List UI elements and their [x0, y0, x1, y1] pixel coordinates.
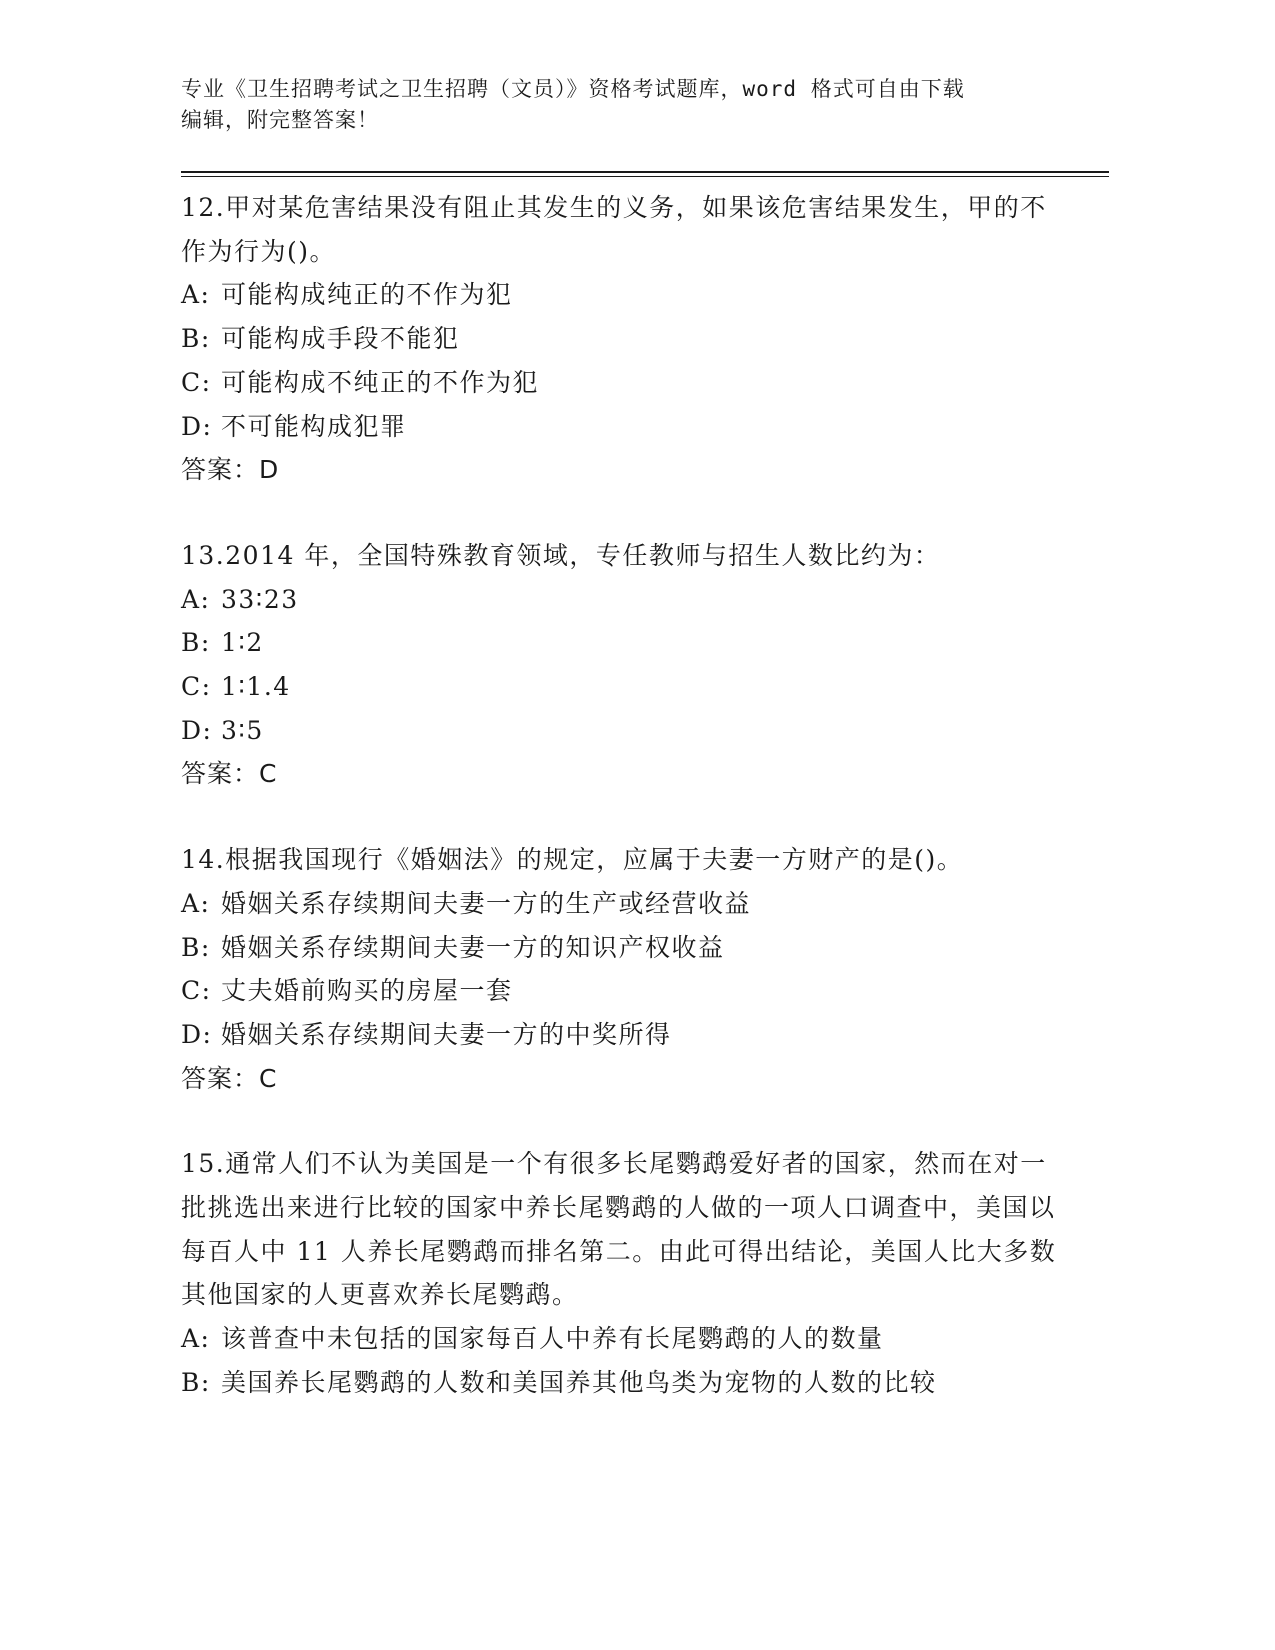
option-text: 33∶23 — [221, 584, 299, 614]
question-stem: 13.2014 年，全国特殊教育领域，专任教师与招生人数比约为： — [181, 540, 941, 570]
question-14 — [181, 838, 1061, 1100]
option-text: 婚姻关系存续期间夫妻一方的中奖所得 — [221, 1019, 672, 1049]
option-text: 可能构成不纯正的不作为犯 — [221, 367, 540, 397]
document-header — [181, 74, 1061, 136]
option-d — [181, 405, 1061, 449]
question-stem: 12.甲对某危害结果没有阻止其发生的义务，如果该危害结果发生，甲的不作为行为()。 — [181, 193, 1047, 266]
question-stem: 14.根据我国现行《婚姻法》的规定，应属于夫妻一方财产的是()。 — [181, 845, 964, 875]
option-text: 3∶5 — [221, 715, 264, 745]
option-key: A: — [181, 280, 211, 310]
answer-line: 答案：C — [181, 1063, 278, 1093]
answer-line: 答案：D — [181, 455, 280, 485]
option-key: B: — [181, 1367, 211, 1397]
option-key: D: — [181, 715, 213, 745]
option-text: 可能构成纯正的不作为犯 — [221, 280, 513, 310]
option-b — [181, 1361, 1061, 1405]
option-key: A: — [181, 584, 211, 614]
option-key: B: — [181, 324, 211, 354]
option-c — [181, 361, 1061, 405]
option-c — [181, 665, 1061, 709]
option-key: B: — [181, 932, 211, 962]
question-12 — [181, 186, 1061, 492]
option-text: 婚姻关系存续期间夫妻一方的生产或经营收益 — [221, 888, 752, 918]
option-key: C: — [181, 672, 212, 702]
option-text: 婚姻关系存续期间夫妻一方的知识产权收益 — [221, 932, 725, 962]
option-key: A: — [181, 1324, 211, 1354]
option-text: 该普查中未包括的国家每百人中养有长尾鹦鹉的人的数量 — [221, 1324, 884, 1354]
option-text: 丈夫婚前购买的房屋一套 — [221, 976, 513, 1006]
option-text: 可能构成手段不能犯 — [221, 324, 460, 354]
option-key: D: — [181, 1019, 213, 1049]
option-c — [181, 969, 1061, 1013]
option-d — [181, 1013, 1061, 1057]
answer-line: 答案：C — [181, 759, 278, 789]
header-divider — [181, 171, 1109, 177]
option-key: C: — [181, 367, 212, 397]
option-text: 1∶2 — [221, 628, 264, 658]
option-text: 美国养长尾鹦鹉的人数和美国养其他鸟类为宠物的人数的比较 — [221, 1367, 937, 1397]
option-key: B: — [181, 628, 211, 658]
question-list — [181, 186, 1061, 1447]
question-15 — [181, 1142, 1061, 1404]
option-a — [181, 273, 1061, 317]
option-key: A: — [181, 888, 211, 918]
option-b — [181, 926, 1061, 970]
option-d — [181, 709, 1061, 753]
option-b — [181, 317, 1061, 361]
option-a — [181, 1317, 1061, 1361]
option-key: D: — [181, 411, 213, 441]
option-text: 1∶1.4 — [221, 672, 291, 702]
option-text: 不可能构成犯罪 — [221, 411, 407, 441]
question-stem: 15.通常人们不认为美国是一个有很多长尾鹦鹉爱好者的国家，然而在对一批挑选出来进行比较的国家中养长尾鹦鹉的人做的一项人口调查中，美国以每百人中 11 人养长尾鹦鹉而排名第二。由此可得出结论，美国人比大多数其他国家的人更喜欢养长尾鹦鹉。 — [181, 1149, 1057, 1310]
header-line-2: 编辑，附完整答案！ — [181, 108, 379, 132]
option-b — [181, 621, 1061, 665]
header-line-1: 专业《卫生招聘考试之卫生招聘（文员）》资格考试题库，word 格式可自由下载 — [181, 77, 965, 101]
option-a — [181, 882, 1061, 926]
option-key: C: — [181, 976, 212, 1006]
question-13 — [181, 534, 1061, 796]
option-a — [181, 578, 1061, 622]
